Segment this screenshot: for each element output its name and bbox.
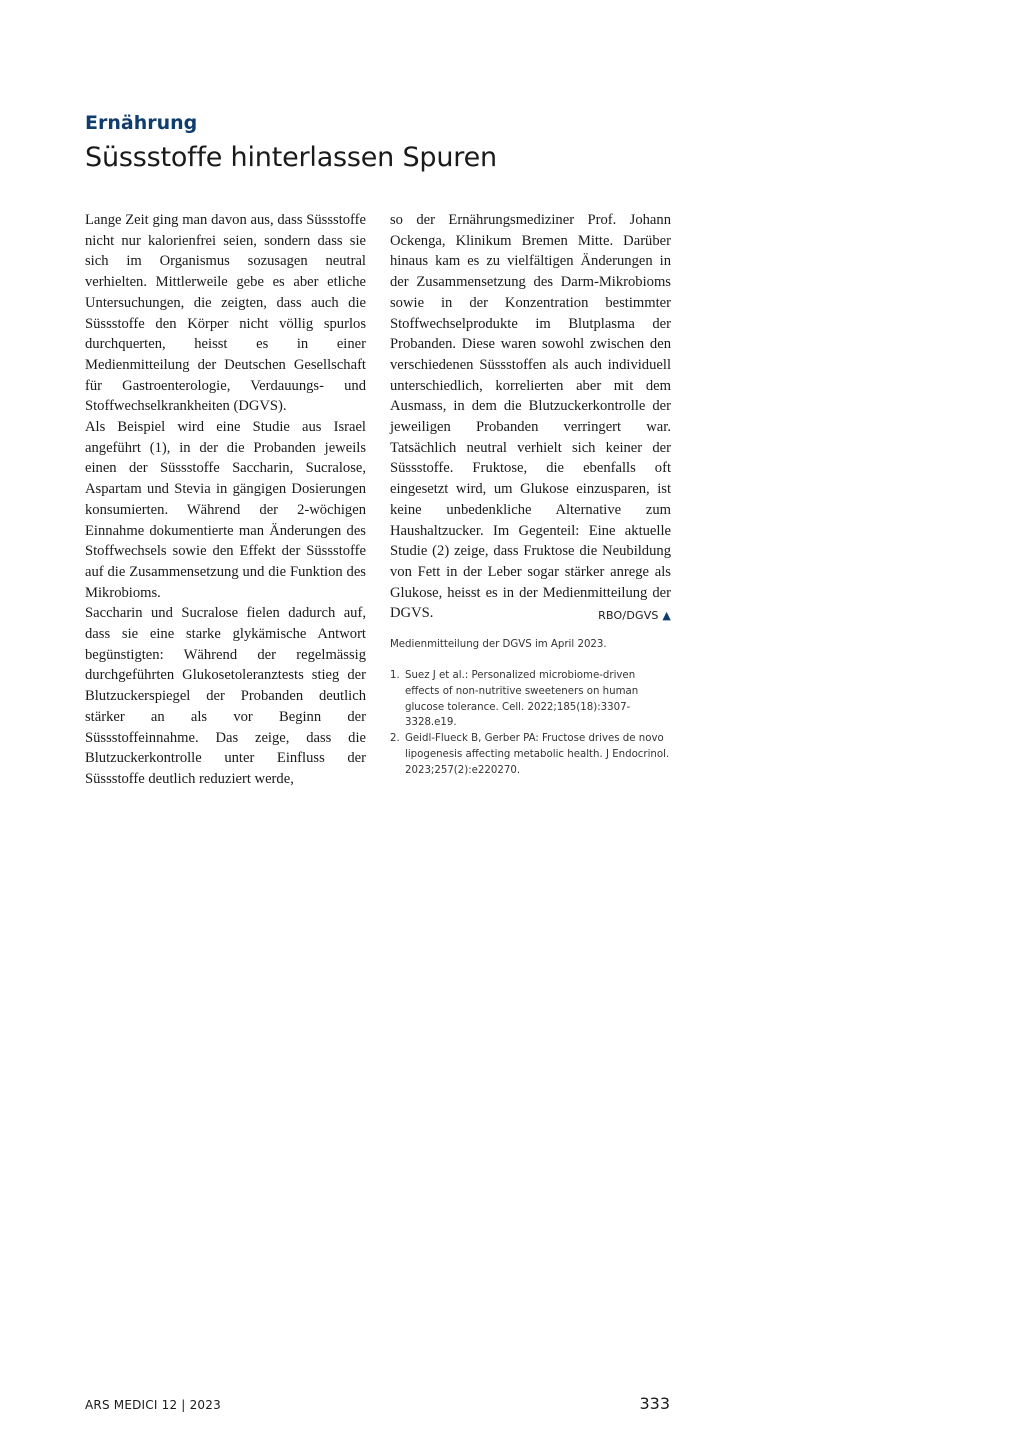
article-kicker: Ernährung bbox=[85, 112, 198, 134]
left-column bbox=[85, 210, 366, 790]
signature-text: RBO/DGVS bbox=[598, 609, 659, 623]
paragraph-4-text: so der Ernährungsmediziner Prof. Johann Ockenga, Klinikum Bremen Mitte. Darüber hinaus kam es zu vielfältigen Änderungen in der Zusammensetzung des Darm-Mikrobioms sowie in der Konzentration bestimmter Stoffwechselprodukte im Blutplasma der Probanden. Diese waren sowohl zwischen den verschiedenen Süssstoffen als auch individuell unterschiedlich, korrelierten aber mit dem Ausmass, in dem die Blutzuckerkontrolle der jeweiligen Probanden verringert war. Tatsächlich neutral verhielt sich keiner der Süssstoffe. Fruktose, die ebenfalls oft eingesetzt wird, um Glukose einzusparen, ist keine unbedenkliche Alternative zum Haushaltzucker. Im Gegenteil: Eine aktuelle Studie (2) zeige, dass Fruktose die Neubildung von Fett in der Leber sogar stärker anrege als Glukose, heisst es in der Medienmitteilung der DGVS. bbox=[390, 212, 671, 622]
paragraph-2: Als Beispiel wird eine Studie aus Israel angeführt (1), in der die Probanden jeweils einen der Süssstoffe Saccharin, Sucralose, Aspartam und Stevia in gängigen Dosierungen konsumierten. Während der 2-wöchigen Einnahme dokumentierte man Änderungen des Stoffwechsels sowie den Effekt der Süssstoffe auf die Zusammensetzung und die Funktion des Mikrobioms. bbox=[85, 419, 366, 601]
journal-footer: ARS MEDICI 12 | 2023 bbox=[85, 1398, 221, 1412]
paragraph-1: Lange Zeit ging man davon aus, dass Süssstoffe nicht nur kalorienfrei seien, sondern dass sie sich im Organismus sozusagen neutral verhielten. Mittlerweile gebe es aber etliche Untersuchungen, die zeigten, dass auch die Süssstoffe den Körper nicht völlig spurlos durchquerten, heisst es in einer Medienmitteilung der Deutschen Gesellschaft für Gastroenterologie, Verdauungs- und Stoffwechselkrankheiten (DGVS). bbox=[85, 212, 366, 415]
page-number: 333 bbox=[639, 1394, 670, 1413]
author-signature bbox=[598, 606, 671, 627]
reference-number: 1. bbox=[390, 670, 400, 682]
reference-text: Geidl-Flueck B, Gerber PA: Fructose drives de novo lipogenesis affecting metabolic health. J Endocrinol. 2023;257(2):e220270. bbox=[405, 733, 670, 776]
reference-text: Suez J et al.: Personalized microbiome-driven effects of non-nutritive sweeteners on human glucose tolerance. Cell. 2022;185(18):3307-3328.e19. bbox=[405, 670, 639, 729]
source-note: Medienmitteilung der DGVS im April 2023. bbox=[390, 639, 607, 651]
reference-number: 2. bbox=[390, 733, 400, 745]
end-mark-icon: ▲ bbox=[662, 609, 671, 623]
paragraph-4 bbox=[390, 210, 671, 624]
reference-item bbox=[390, 731, 671, 778]
reference-list bbox=[390, 668, 671, 779]
reference-item bbox=[390, 668, 671, 731]
paragraph-3: Saccharin und Sucralose fielen dadurch auf, dass sie eine starke glykämische Antwort begünstigten: Während der regelmässig durchgeführten Glukosetoleranztests stieg der Blutzuckerspiegel der Probanden deutlich stärker an als vor Beginn der Süssstoffeinnahme. Das zeige, dass die Blutzuckerkontrolle unter Einfluss der Süssstoffe deutlich reduziert werde, bbox=[85, 605, 366, 787]
article-headline: Süssstoffe hinterlassen Spuren bbox=[85, 142, 497, 173]
right-column bbox=[390, 210, 671, 779]
